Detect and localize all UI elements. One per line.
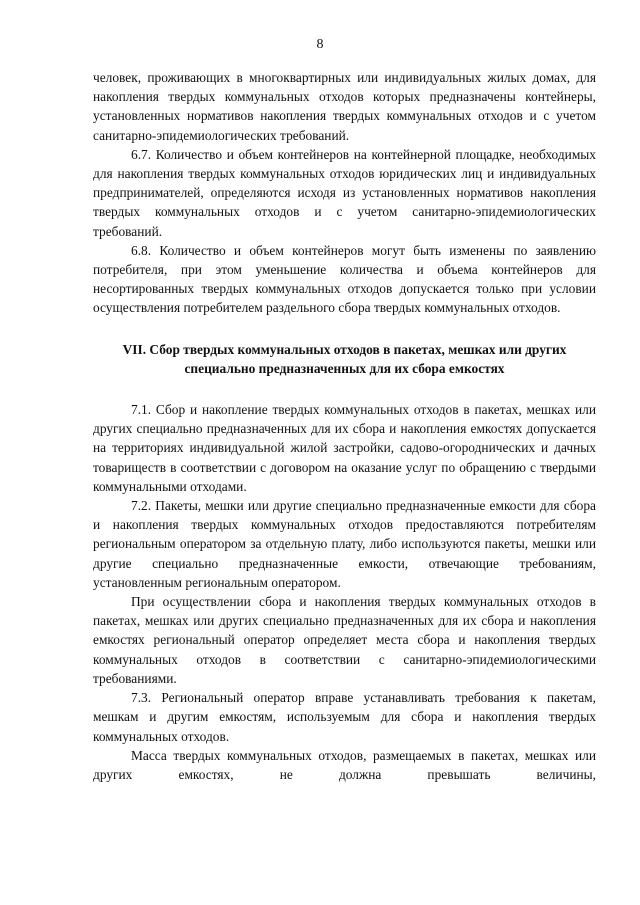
section-heading-line-1: VII. Сбор твердых коммунальных отходов в пакетах, мешках или других <box>122 341 567 357</box>
paragraph-mass-limit: Масса твердых коммунальных отходов, размещаемых в пакетах, мешках или других емкостях, не должна превышать величины, <box>93 747 596 782</box>
paragraph-7-1: 7.1. Сбор и накопление твердых коммунальных отходов в пакетах, мешках или других специально предназначенных для их сбора и накопления емкостях допускается на территориях индивидуальной жилой застройки, садово-огороднических и дачных товариществ в соответствии с договором на оказание услуг по обращению с твердыми коммунальными отходами. <box>93 402 596 494</box>
paragraph-continuation: человек, проживающих в многоквартирных или индивидуальных жилых домах, для накопления твердых коммунальных отходов которых предназначены контейнеры, установленных нормативов накопления твердых коммунальных отходов и с учетом санитарно-эпидемиологических требований. <box>93 70 596 143</box>
paragraph-6-8: 6.8. Количество и объем контейнеров могут быть изменены по заявлению потребителя, при этом уменьшение количества и объема контейнеров для несортированных твердых коммунальных отходов допускается только при условии осуществления потребителем раздельного сбора твердых коммунальных отходов. <box>93 242 596 316</box>
section-heading <box>93 340 596 378</box>
paragraph-6-7: 6.7. Количество и объем контейнеров на контейнерной площадке, необходимых для накопления твердых коммунальных отходов юридических лиц и индивидуальных предпринимателей, определяются исходя из установленных нормативов накопления твердых коммунальных отходов и с учетом санитарно-эпидемиологических требований. <box>93 146 596 239</box>
document-body <box>93 68 596 784</box>
paragraph-7-2-continued: При осуществлении сбора и накопления твердых коммунальных отходов в пакетах, мешках или других специально предназначенных для их сбора и накопления емкостях региональный оператор определяет места сбора и накопления твердых коммунальных отходов в соответствии с санитарно-эпидемиологическими требованиями. <box>93 594 596 686</box>
page-number: 8 <box>316 37 324 52</box>
paragraph-7-3: 7.3. Региональный оператор вправе устанавливать требования к пакетам, мешкам и другим емкостям, используемым для сбора и накопления твердых коммунальных отходов. <box>93 690 596 744</box>
paragraph-7-2: 7.2. Пакеты, мешки или другие специально предназначенные емкости для сбора и накопления твердых коммунальных отходов предоставляются потребителям региональным оператором за отдельную плату, либо используются пакеты, мешки или другие специально предназначенные емкости, отвечающие требованиям, установленным региональным оператором. <box>93 498 596 590</box>
section-heading-line-2: специально предназначенных для их сбора емкостях <box>184 360 505 376</box>
